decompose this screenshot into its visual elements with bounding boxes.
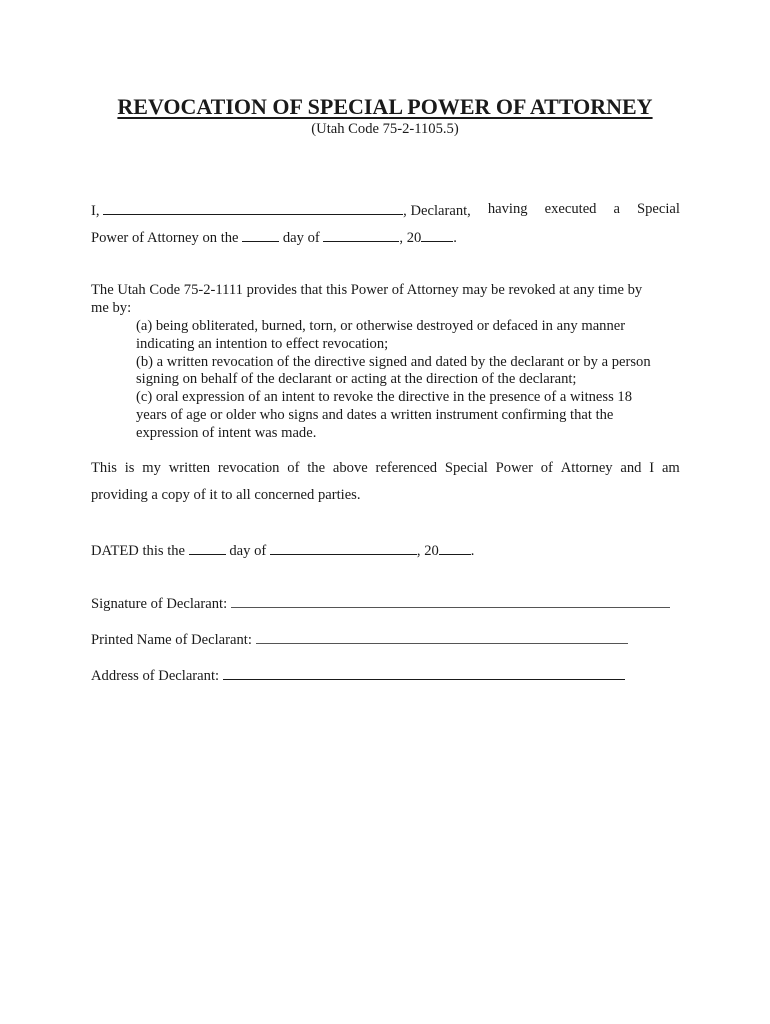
execution-year-blank[interactable] (421, 228, 453, 242)
signature-field[interactable] (231, 594, 670, 608)
revocation-word: and (620, 460, 642, 476)
address-row (91, 666, 625, 685)
revocation-word: referenced (375, 460, 438, 476)
printed-name-field[interactable] (256, 630, 628, 644)
declaration-word: executed (544, 201, 597, 217)
execution-month-blank[interactable] (323, 228, 399, 242)
signature-label: Signature of Declarant: (91, 596, 228, 612)
declaration-text: . (453, 230, 457, 246)
signature-row (91, 594, 670, 613)
code-paragraph-line-1: The Utah Code 75-2-1111 provides that this Power of Attorney may be revoked at any time by (91, 282, 643, 298)
address-label: Address of Declarant: (91, 668, 220, 684)
declaration-line-2 (91, 228, 457, 247)
declaration-word: Special (636, 201, 680, 217)
declaration-prefix: I, (91, 203, 100, 219)
list-item: signing on behalf of the declarant or acting at the direction of the declarant; (136, 371, 577, 388)
declarant-word: , Declarant, (403, 203, 471, 219)
dated-text: , 20 (416, 543, 439, 559)
list-item: indicating an intention to effect revocation; (136, 335, 389, 352)
revocation-word: written (168, 460, 211, 476)
printed-name-row (91, 630, 628, 649)
revocation-word: Special (444, 460, 488, 476)
declaration-text: Power of Attorney on the (91, 230, 239, 246)
revocation-methods-list (136, 318, 696, 443)
printed-name-label: Printed Name of Declarant: (91, 632, 252, 648)
revocation-word: am (661, 460, 680, 476)
declaration-line-1 (91, 201, 680, 220)
revocation-word: above (332, 460, 368, 476)
dated-day-blank[interactable] (189, 541, 226, 555)
dated-year-blank[interactable] (439, 541, 471, 555)
revocation-word: my (142, 460, 161, 476)
list-item: (a) being obliterated, burned, torn, or otherwise destroyed or defaced in any manner (136, 318, 626, 334)
code-paragraph-line-2: me by: (91, 300, 132, 316)
revocation-word: I (649, 460, 655, 476)
revocation-word: Power (495, 460, 533, 476)
address-field[interactable] (223, 666, 625, 680)
declaration-word: a (613, 201, 620, 217)
dated-text: day of (229, 543, 267, 559)
dated-text: . (470, 543, 475, 559)
revocation-word: of (287, 460, 300, 476)
written-revocation-line-2: providing a copy of it to all concerned parties. (91, 487, 361, 503)
execution-day-blank[interactable] (242, 228, 279, 242)
dated-month-blank[interactable] (270, 541, 417, 555)
revocation-word: the (307, 460, 326, 476)
revocation-word: of (540, 460, 553, 476)
declarant-name-blank[interactable] (103, 201, 403, 215)
declaration-text: , 20 (399, 230, 422, 246)
dated-text: DATED this the (91, 543, 186, 559)
declaration-word: having (487, 201, 528, 217)
declaration-text: day of (282, 230, 320, 246)
written-revocation-line-1 (91, 460, 680, 477)
list-item: years of age or older who signs and dates a written instrument confirming that the (136, 406, 614, 423)
dated-line (91, 541, 474, 560)
revocation-word: Attorney (560, 460, 613, 476)
list-item: (c) oral expression of an intent to revoke the directive in the presence of a witness 18 (136, 389, 633, 406)
revocation-word: This (91, 460, 117, 476)
list-item: (b) a written revocation of the directive signed and dated by the declarant or by a person (136, 353, 651, 370)
document-title: REVOCATION OF SPECIAL POWER OF ATTORNEY (117, 94, 653, 119)
revocation-word: is (124, 460, 135, 476)
document-subtitle: (Utah Code 75-2-1105.5) (311, 121, 459, 137)
list-item: expression of intent was made. (136, 424, 317, 441)
revocation-word: revocation (217, 460, 280, 476)
